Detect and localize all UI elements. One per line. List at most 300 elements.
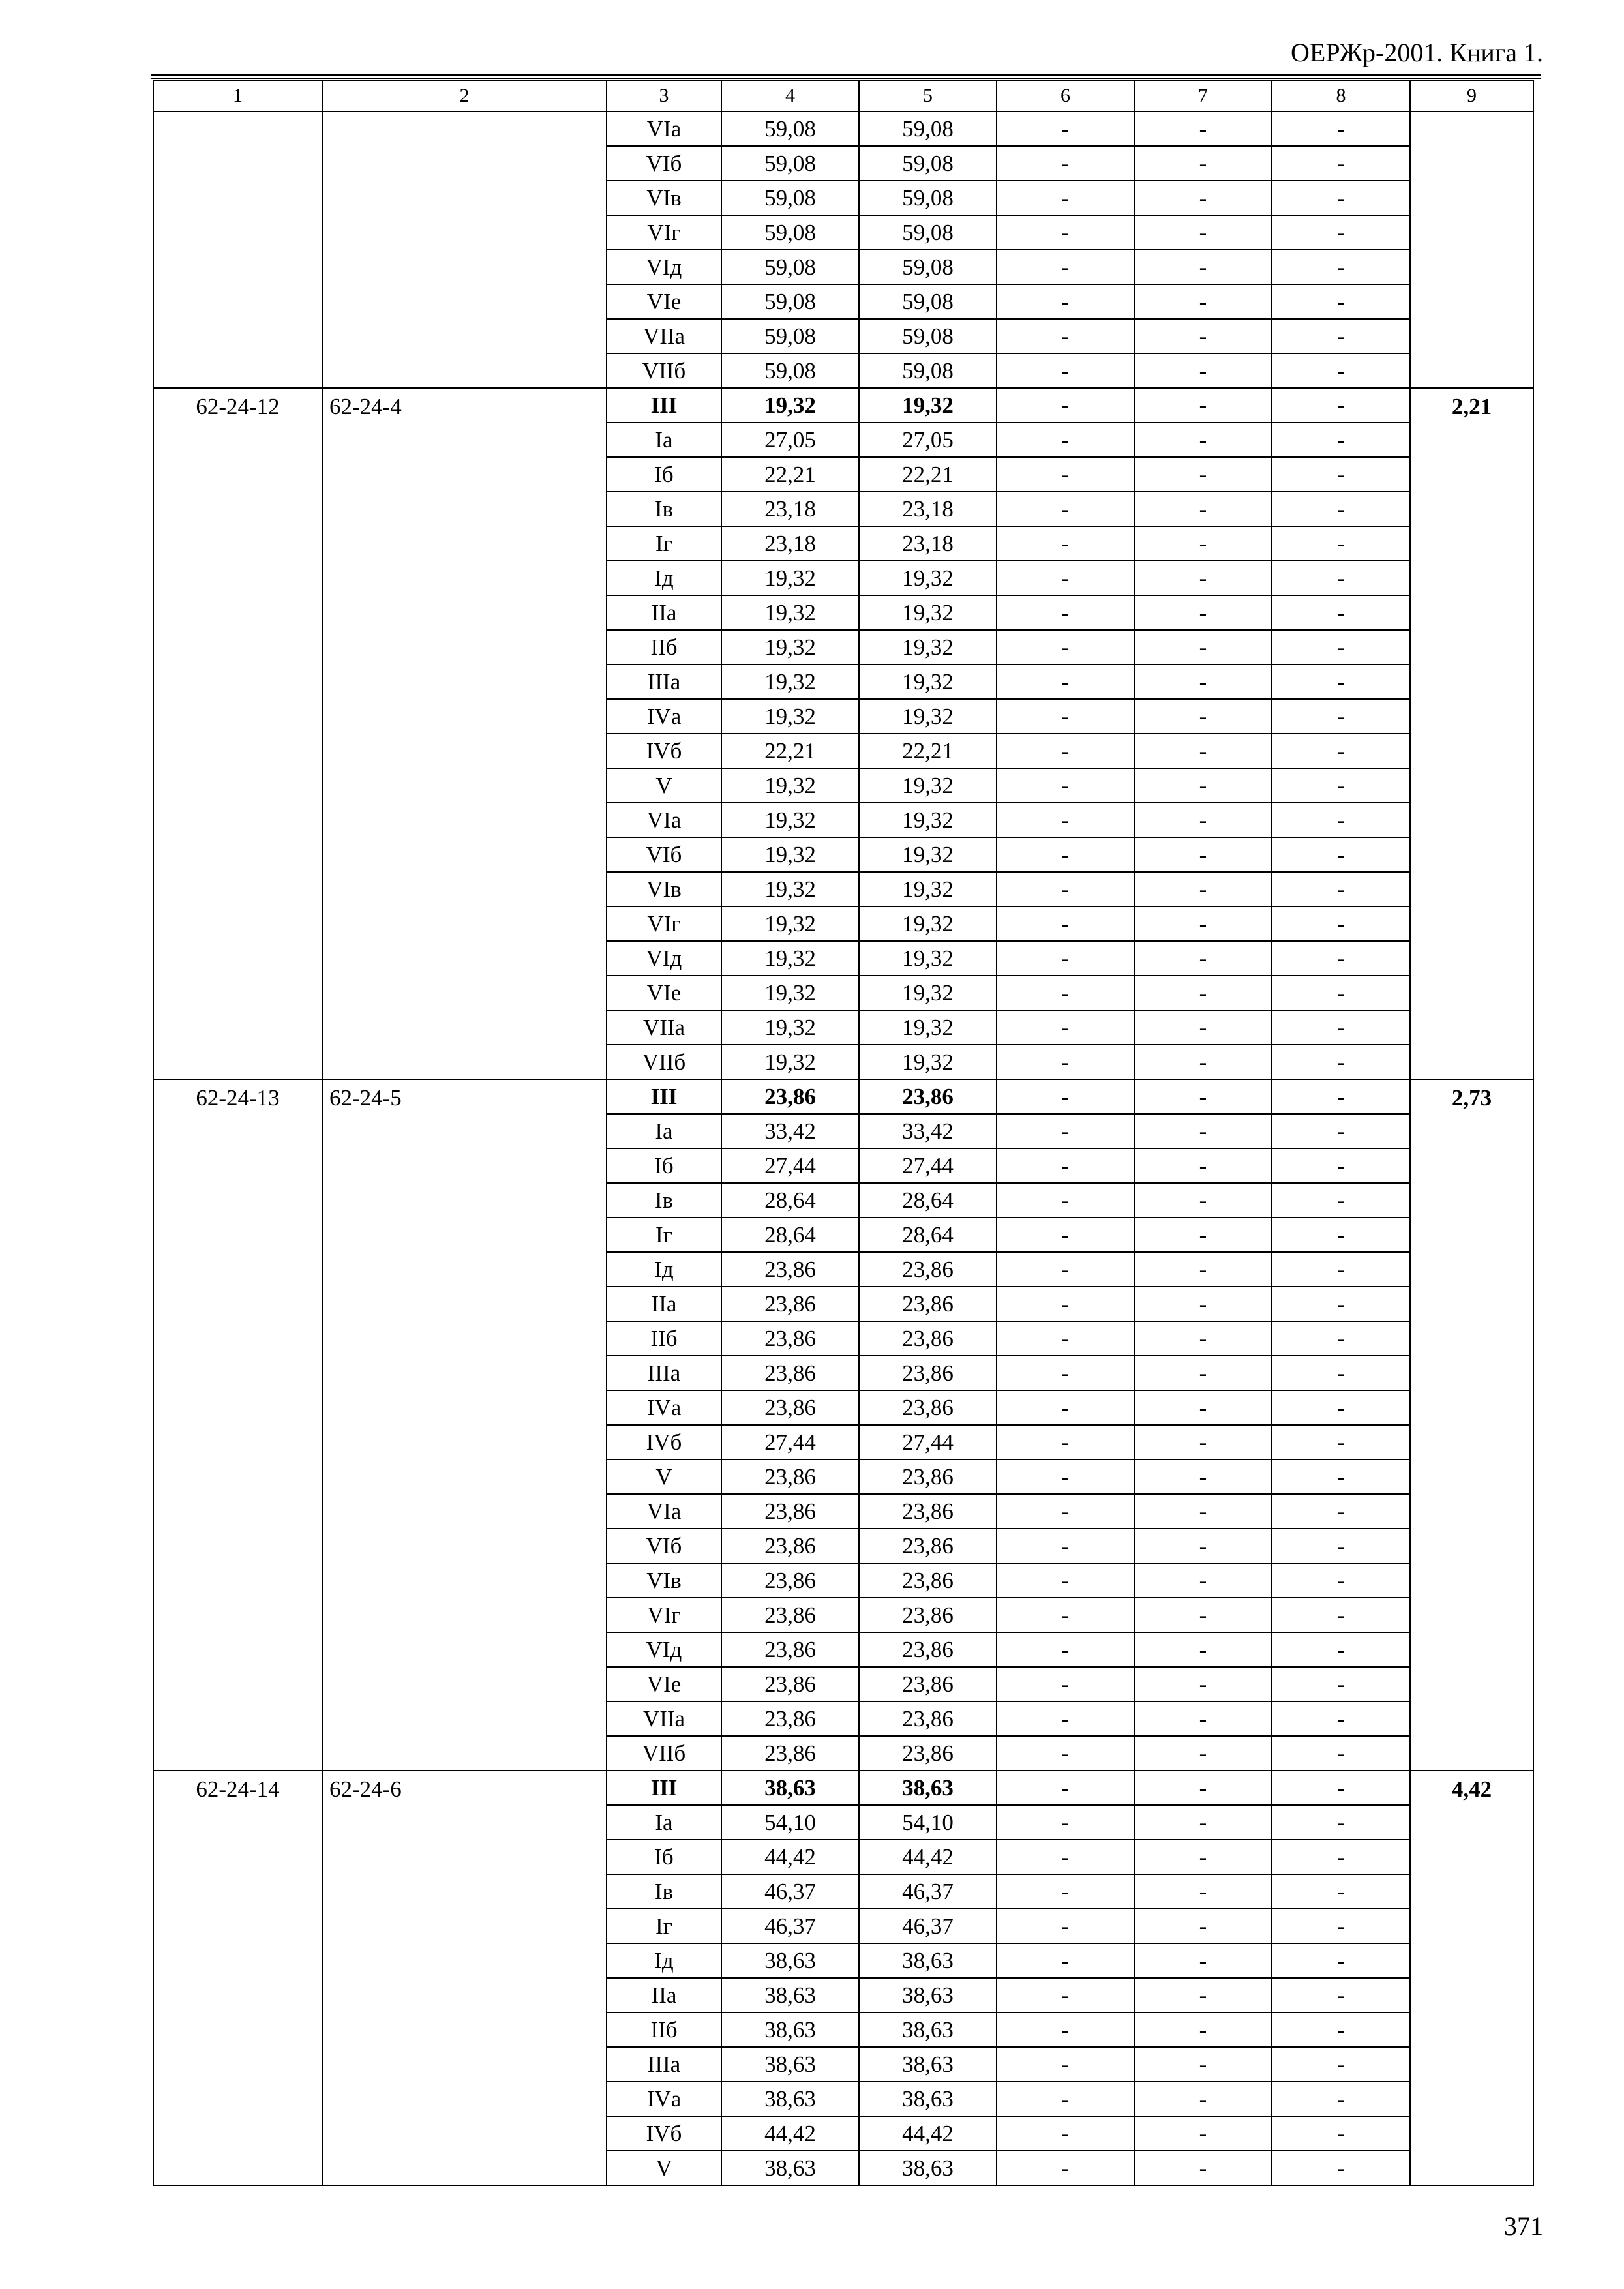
table-cell: 19,32: [721, 768, 859, 803]
table-cell: VIIа: [607, 1701, 721, 1736]
table-cell: -: [1272, 1356, 1410, 1390]
table-cell: -: [1134, 1909, 1272, 1943]
column-number: 8: [1272, 80, 1410, 112]
column-number: 1: [153, 80, 322, 112]
table-cell: 27,44: [859, 1425, 997, 1459]
table-cell: VIв: [607, 872, 721, 906]
table-cell: -: [1272, 423, 1410, 457]
table-cell: Iд: [607, 561, 721, 595]
table-cell: 44,42: [859, 1840, 997, 1874]
table-cell: 23,86: [721, 1252, 859, 1287]
table-cell: -: [1272, 872, 1410, 906]
table-cell: 27,05: [859, 423, 997, 457]
table-cell: -: [1272, 319, 1410, 353]
table-cell: 23,86: [721, 1287, 859, 1321]
table-cell: 19,32: [859, 768, 997, 803]
table-cell: Iв: [607, 1183, 721, 1218]
table-cell: -: [1272, 1218, 1410, 1252]
table-cell: -: [1272, 1598, 1410, 1632]
column-number: 6: [997, 80, 1134, 112]
table-cell: -: [1272, 353, 1410, 388]
rate-code: 62-24-12: [153, 388, 322, 1079]
table-cell: -: [1272, 837, 1410, 872]
table-cell: -: [1134, 1736, 1272, 1771]
table-cell: Iг: [607, 1218, 721, 1252]
table-cell: IIIа: [607, 2047, 721, 2082]
table-cell: 23,86: [859, 1736, 997, 1771]
table-cell: -: [1134, 2082, 1272, 2116]
table-cell: -: [997, 215, 1134, 250]
table-cell: 19,32: [859, 665, 997, 699]
table-cell: -: [997, 1390, 1134, 1425]
table-cell: 19,32: [721, 872, 859, 906]
table-cell: -: [1134, 1529, 1272, 1563]
table-cell: 38,63: [721, 2151, 859, 2185]
table-cell: -: [1134, 319, 1272, 353]
reference-code: 62-24-5: [322, 1079, 607, 1771]
table-cell: -: [1272, 1148, 1410, 1183]
table-cell: 59,08: [721, 146, 859, 181]
table-cell: -: [1272, 1943, 1410, 1978]
table-cell: 19,32: [721, 1045, 859, 1079]
table-cell: Iд: [607, 1252, 721, 1287]
table-cell: Iб: [607, 1148, 721, 1183]
table-cell: -: [1134, 2151, 1272, 2185]
table-cell: -: [1134, 2116, 1272, 2151]
table-cell: Iг: [607, 1909, 721, 1943]
table-cell: 23,86: [721, 1667, 859, 1701]
table-cell: 27,44: [721, 1425, 859, 1459]
column-number: 7: [1134, 80, 1272, 112]
table-cell: IVб: [607, 2116, 721, 2151]
header-rule-thin: [151, 78, 1541, 79]
table-cell: IIIа: [607, 665, 721, 699]
table-cell: VIе: [607, 1667, 721, 1701]
table-cell: -: [997, 1183, 1134, 1218]
table-cell: 23,18: [721, 492, 859, 526]
table-cell: -: [1272, 2151, 1410, 2185]
table-cell: -: [1134, 906, 1272, 941]
table-cell: VIIб: [607, 353, 721, 388]
table-cell: -: [997, 1494, 1134, 1529]
table-cell: -: [1272, 1425, 1410, 1459]
table-cell: 54,10: [721, 1805, 859, 1840]
table-cell: 19,32: [721, 699, 859, 734]
table-cell: 27,44: [859, 1148, 997, 1183]
table-cell: 59,08: [859, 250, 997, 284]
table-cell: 59,08: [859, 319, 997, 353]
table-cell: -: [1134, 1183, 1272, 1218]
table-cell: -: [1272, 526, 1410, 561]
table-cell: -: [1272, 1045, 1410, 1079]
table-cell: -: [997, 1425, 1134, 1459]
table-cell: -: [997, 803, 1134, 837]
table-cell: -: [997, 1771, 1134, 1805]
table-cell: 19,32: [721, 388, 859, 423]
table-cell: 27,44: [721, 1148, 859, 1183]
table-cell: -: [1134, 250, 1272, 284]
table-cell: -: [1134, 181, 1272, 215]
table-cell: -: [1272, 1909, 1410, 1943]
table-cell: -: [1134, 2012, 1272, 2047]
table-cell: 19,32: [859, 1010, 997, 1045]
table-cell: 23,86: [721, 1563, 859, 1598]
table-cell: -: [997, 872, 1134, 906]
table-cell: 38,63: [859, 2151, 997, 2185]
table-cell: -: [997, 1805, 1134, 1840]
table-cell: 19,32: [721, 595, 859, 630]
table-cell: -: [1272, 1978, 1410, 2012]
table-cell: 38,63: [721, 2012, 859, 2047]
table-cell: -: [1272, 457, 1410, 492]
rate-code: 62-24-14: [153, 1771, 322, 2185]
table-cell: -: [1134, 1598, 1272, 1632]
table-cell: 22,21: [721, 457, 859, 492]
table-cell: 23,86: [721, 1390, 859, 1425]
table-cell: -: [1272, 1183, 1410, 1218]
total-value: 2,21: [1410, 388, 1533, 1079]
table-cell: 44,42: [721, 2116, 859, 2151]
table-cell: -: [1272, 1840, 1410, 1874]
table-cell: III: [607, 1771, 721, 1805]
table-cell: 28,64: [859, 1183, 997, 1218]
table-cell: IVб: [607, 734, 721, 768]
table-cell: -: [1272, 1736, 1410, 1771]
table-cell: Iа: [607, 1114, 721, 1148]
table-cell: -: [1134, 353, 1272, 388]
table-cell: -: [1272, 1701, 1410, 1736]
table-cell: -: [1134, 1771, 1272, 1805]
table-cell: -: [1134, 1459, 1272, 1494]
table-cell: -: [1134, 1218, 1272, 1252]
table-cell: V: [607, 1459, 721, 1494]
table-row: [153, 1079, 1533, 1114]
table-cell: 59,08: [721, 112, 859, 146]
table-cell: -: [997, 2116, 1134, 2151]
table-cell: -: [1134, 1356, 1272, 1390]
table-cell: VIб: [607, 837, 721, 872]
table-body: [153, 80, 1533, 2185]
table-cell: -: [997, 492, 1134, 526]
table-cell: 23,86: [721, 1494, 859, 1529]
table-cell: -: [1272, 941, 1410, 976]
table-cell: -: [997, 1943, 1134, 1978]
table-cell: VIд: [607, 250, 721, 284]
table-cell: -: [1134, 1321, 1272, 1356]
table-cell: IVа: [607, 699, 721, 734]
table-cell: -: [1272, 146, 1410, 181]
table-cell: 19,32: [859, 561, 997, 595]
table-cell: 23,86: [859, 1598, 997, 1632]
table-cell: -: [1272, 284, 1410, 319]
table-cell: -: [997, 630, 1134, 665]
table-cell: -: [997, 1736, 1134, 1771]
table-cell: VIв: [607, 181, 721, 215]
table-cell: 23,86: [859, 1701, 997, 1736]
table-cell: VIг: [607, 906, 721, 941]
table-cell: 44,42: [859, 2116, 997, 2151]
table-cell: -: [1134, 561, 1272, 595]
table-cell: 19,32: [859, 595, 997, 630]
table-cell: -: [1134, 492, 1272, 526]
table-cell: 46,37: [859, 1874, 997, 1909]
table-cell: -: [997, 1459, 1134, 1494]
table-cell: -: [1134, 1563, 1272, 1598]
table-cell: -: [997, 1218, 1134, 1252]
rate-code: 62-24-13: [153, 1079, 322, 1771]
table-cell: 23,86: [721, 1736, 859, 1771]
table-cell: VIIа: [607, 1010, 721, 1045]
table-cell: 23,18: [859, 492, 997, 526]
table-cell: -: [1272, 492, 1410, 526]
table-cell: 59,08: [721, 215, 859, 250]
table-cell: IIб: [607, 630, 721, 665]
table-cell: -: [1272, 2012, 1410, 2047]
table-cell: -: [1134, 768, 1272, 803]
table-cell: VIд: [607, 1632, 721, 1667]
table-cell: IVа: [607, 2082, 721, 2116]
table-cell: -: [997, 734, 1134, 768]
table-cell: 59,08: [721, 250, 859, 284]
table-cell: -: [997, 1701, 1134, 1736]
table-cell: -: [1134, 734, 1272, 768]
table-cell: -: [1134, 1632, 1272, 1667]
table-cell: VIб: [607, 146, 721, 181]
table-cell: 59,08: [721, 353, 859, 388]
table-cell: -: [1134, 1045, 1272, 1079]
price-table: [153, 80, 1534, 2186]
table-cell: VIIб: [607, 1045, 721, 1079]
table-cell: -: [1272, 2047, 1410, 2082]
table-cell: 23,86: [859, 1079, 997, 1114]
table-cell: -: [1272, 1321, 1410, 1356]
table-cell: 23,86: [859, 1252, 997, 1287]
table-cell: 19,32: [721, 803, 859, 837]
column-number: 4: [721, 80, 859, 112]
table-cell: -: [997, 1978, 1134, 2012]
total-value: 2,73: [1410, 1079, 1533, 1771]
table-cell: -: [1272, 665, 1410, 699]
column-number: 3: [607, 80, 721, 112]
table-cell: 38,63: [859, 1771, 997, 1805]
table-cell: VIг: [607, 1598, 721, 1632]
table-cell: -: [1134, 1425, 1272, 1459]
table-cell: 23,86: [721, 1459, 859, 1494]
table-cell: 54,10: [859, 1805, 997, 1840]
table-cell: -: [1134, 872, 1272, 906]
table-cell: IVб: [607, 1425, 721, 1459]
table-cell: 59,08: [859, 112, 997, 146]
table-cell: -: [1134, 630, 1272, 665]
table-cell: -: [1272, 1114, 1410, 1148]
table-cell: 23,86: [859, 1287, 997, 1321]
table-cell: 23,86: [859, 1390, 997, 1425]
table-cell: 23,86: [859, 1321, 997, 1356]
table-cell: VIб: [607, 1529, 721, 1563]
table-cell: 19,32: [721, 976, 859, 1010]
table-cell: 23,86: [859, 1356, 997, 1390]
table-cell: 38,63: [721, 2047, 859, 2082]
empty-merged-cell: [153, 112, 322, 388]
table-cell: -: [1272, 595, 1410, 630]
table-cell: -: [1272, 1529, 1410, 1563]
table-cell: 33,42: [859, 1114, 997, 1148]
table-cell: -: [997, 1356, 1134, 1390]
table-cell: -: [1134, 1287, 1272, 1321]
reference-code: 62-24-6: [322, 1771, 607, 2185]
table-cell: 38,63: [721, 2082, 859, 2116]
table-cell: 23,86: [721, 1079, 859, 1114]
table-cell: -: [1272, 976, 1410, 1010]
table-cell: -: [1134, 388, 1272, 423]
table-cell: Iб: [607, 457, 721, 492]
table-cell: -: [1134, 1079, 1272, 1114]
table-cell: 23,86: [859, 1632, 997, 1667]
table-cell: -: [997, 2151, 1134, 2185]
table-cell: -: [997, 250, 1134, 284]
table-cell: III: [607, 1079, 721, 1114]
table-cell: -: [997, 1874, 1134, 1909]
table-cell: 23,86: [721, 1598, 859, 1632]
table-cell: -: [997, 353, 1134, 388]
table-cell: VIд: [607, 941, 721, 976]
table-cell: 38,63: [721, 1978, 859, 2012]
column-number: 2: [322, 80, 607, 112]
table-cell: 33,42: [721, 1114, 859, 1148]
column-number: 9: [1410, 80, 1533, 112]
table-cell: -: [1134, 1148, 1272, 1183]
table-cell: -: [1134, 1978, 1272, 2012]
table-cell: 59,08: [859, 181, 997, 215]
table-cell: Iг: [607, 526, 721, 561]
table-cell: V: [607, 768, 721, 803]
table-cell: -: [997, 595, 1134, 630]
table-cell: Iа: [607, 423, 721, 457]
table-cell: -: [997, 1529, 1134, 1563]
table-cell: Iв: [607, 492, 721, 526]
table-cell: 19,32: [859, 630, 997, 665]
table-cell: 23,86: [721, 1632, 859, 1667]
table-cell: -: [1272, 699, 1410, 734]
table-cell: Iб: [607, 1840, 721, 1874]
table-cell: 19,32: [859, 837, 997, 872]
table-cell: -: [1134, 1874, 1272, 1909]
table-cell: -: [1134, 699, 1272, 734]
table-cell: 23,86: [721, 1356, 859, 1390]
table-cell: -: [1134, 1010, 1272, 1045]
table-cell: -: [1272, 734, 1410, 768]
table-cell: 22,21: [721, 734, 859, 768]
table-cell: 59,08: [721, 319, 859, 353]
table-cell: -: [1134, 112, 1272, 146]
table-cell: 38,63: [859, 2012, 997, 2047]
table-cell: -: [1134, 1840, 1272, 1874]
table-cell: -: [997, 906, 1134, 941]
table-cell: 38,63: [721, 1943, 859, 1978]
table-cell: -: [997, 1667, 1134, 1701]
table-cell: 19,32: [721, 561, 859, 595]
table-cell: -: [1272, 388, 1410, 423]
table-cell: -: [997, 1287, 1134, 1321]
table-cell: VIIа: [607, 319, 721, 353]
table-cell: -: [1272, 561, 1410, 595]
table-cell: -: [997, 699, 1134, 734]
table-cell: 46,37: [721, 1909, 859, 1943]
table-cell: -: [1272, 1287, 1410, 1321]
table-cell: VIIб: [607, 1736, 721, 1771]
table-cell: -: [997, 941, 1134, 976]
table-cell: VIа: [607, 112, 721, 146]
table-cell: -: [997, 976, 1134, 1010]
table-cell: 22,21: [859, 457, 997, 492]
table-cell: 59,08: [859, 353, 997, 388]
table-cell: IIб: [607, 1321, 721, 1356]
table-row: [153, 1771, 1533, 1805]
table-row: [153, 388, 1533, 423]
table-cell: -: [1134, 941, 1272, 976]
table-cell: -: [997, 1909, 1134, 1943]
table-cell: -: [997, 1598, 1134, 1632]
table-cell: 23,18: [721, 526, 859, 561]
table-cell: -: [1134, 1390, 1272, 1425]
table-cell: -: [1134, 423, 1272, 457]
table-cell: -: [997, 837, 1134, 872]
table-cell: 19,32: [859, 1045, 997, 1079]
table-cell: -: [1134, 665, 1272, 699]
table-cell: 38,63: [721, 1771, 859, 1805]
table-cell: -: [1272, 803, 1410, 837]
empty-merged-cell: [322, 112, 607, 388]
table-cell: -: [997, 1114, 1134, 1148]
table-cell: 46,37: [721, 1874, 859, 1909]
table-cell: -: [997, 146, 1134, 181]
table-cell: -: [997, 1252, 1134, 1287]
table-cell: -: [1134, 837, 1272, 872]
table-cell: -: [997, 561, 1134, 595]
table-cell: -: [997, 181, 1134, 215]
table-cell: -: [1272, 215, 1410, 250]
table-cell: -: [1272, 1010, 1410, 1045]
table-cell: 23,86: [721, 1701, 859, 1736]
table-cell: 59,08: [721, 181, 859, 215]
table-cell: -: [997, 1045, 1134, 1079]
table-cell: -: [1272, 1874, 1410, 1909]
table-cell: -: [1134, 1805, 1272, 1840]
table-cell: -: [1134, 1701, 1272, 1736]
table-cell: 19,32: [721, 665, 859, 699]
table-cell: IIIа: [607, 1356, 721, 1390]
table-cell: Iа: [607, 1805, 721, 1840]
reference-code: 62-24-4: [322, 388, 607, 1079]
table-cell: IIа: [607, 595, 721, 630]
table-cell: -: [997, 319, 1134, 353]
table-cell: VIе: [607, 284, 721, 319]
table-cell: -: [1134, 976, 1272, 1010]
table-cell: -: [997, 1079, 1134, 1114]
table-cell: 59,08: [859, 284, 997, 319]
table-cell: III: [607, 388, 721, 423]
table-cell: -: [1134, 1667, 1272, 1701]
table-cell: -: [1272, 250, 1410, 284]
table-cell: -: [997, 112, 1134, 146]
table-cell: -: [997, 2082, 1134, 2116]
table-cell: 38,63: [859, 2082, 997, 2116]
table-cell: 19,32: [721, 1010, 859, 1045]
table-cell: -: [1134, 284, 1272, 319]
table-cell: 38,63: [859, 2047, 997, 2082]
table-cell: -: [1272, 768, 1410, 803]
table-cell: -: [1272, 630, 1410, 665]
